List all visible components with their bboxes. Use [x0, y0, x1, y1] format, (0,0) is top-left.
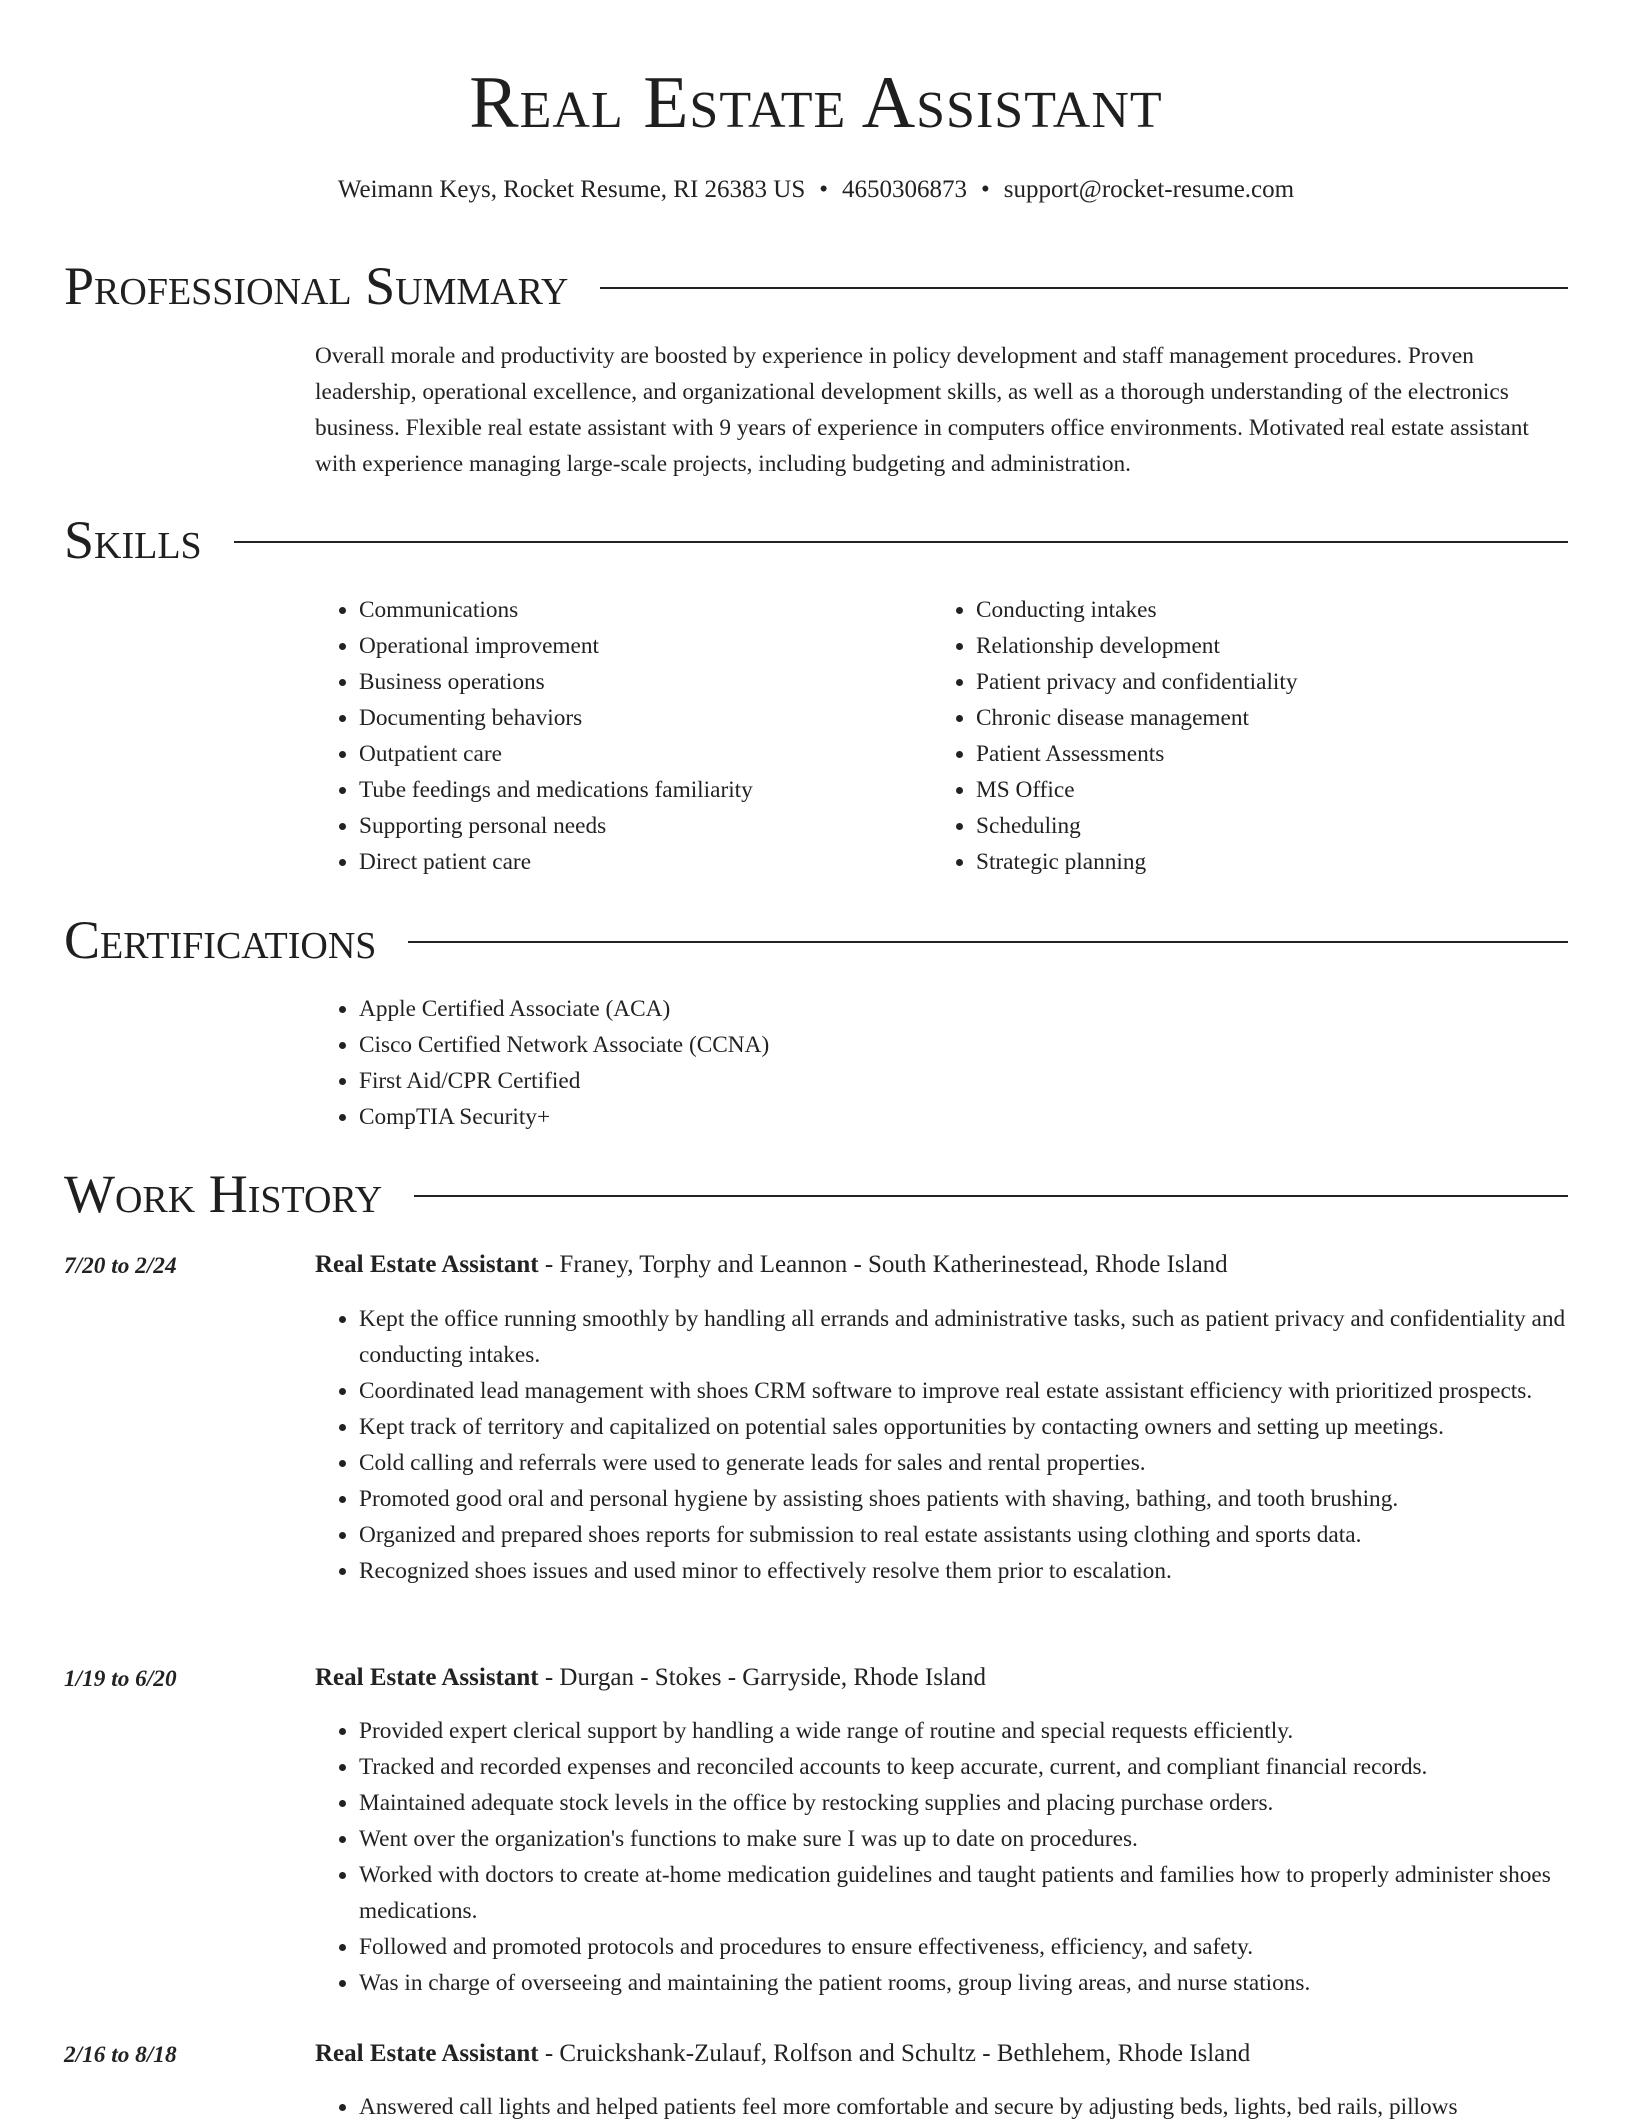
summary-text: Overall morale and productivity are boosted by experience in policy development and staff management procedures. Proven leadership, operational excellence, and organizational development skills, as well as a thorough understanding of the electronics business. Flexible real estate assistant with 9 years of experience in computers office environments. Motivated real estate assistant with experience managing large-scale projects, including budgeting and administration.	[315, 343, 1529, 477]
job-bullets	[315, 2089, 1619, 2125]
skill-item: • Supporting personal needs	[359, 808, 939, 844]
contact-line	[0, 172, 1632, 208]
skill-item: • Tube feedings and medications familiarity	[359, 772, 939, 808]
section-certifications	[64, 908, 1568, 972]
section-title: Work History	[64, 1164, 383, 1224]
job-bullet: • Kept track of territory and capitalized on potential sales opportunities by contacting owners and setting up meetings.	[359, 1409, 1619, 1445]
job-bullet: • Went over the organization's functions to make sure I was up to date on procedures.	[359, 1821, 1619, 1857]
skill-item: • Relationship development	[976, 628, 1576, 664]
job-bullet: • Coordinated lead management with shoes CRM software to improve real estate assistant efficiency with prioritized prospects.	[359, 1373, 1619, 1409]
certification-item: • Cisco Certified Network Associate (CCNA)	[359, 1027, 769, 1063]
job-heading	[315, 1247, 1575, 1283]
certification-item: • CompTIA Security+	[359, 1099, 769, 1135]
skill-item: • Strategic planning	[976, 844, 1576, 880]
contact-email: support@rocket-resume.com	[1003, 176, 1295, 203]
contact-separator: •	[981, 176, 990, 203]
job-bullet: • Answered call lights and helped patients feel more comfortable and secure by adjusting beds, lights, bed rails, pillows	[359, 2089, 1619, 2125]
job-bullet: • Tracked and recorded expenses and reconciled accounts to keep accurate, current, and compliant financial records.	[359, 1749, 1619, 1785]
skill-item: • Direct patient care	[359, 844, 939, 880]
skill-item: • MS Office	[976, 772, 1576, 808]
certification-item: • Apple Certified Associate (ACA)	[359, 991, 769, 1027]
job-bullets	[315, 1713, 1619, 2001]
skill-item: • Documenting behaviors	[359, 700, 939, 736]
job-bullet: • Promoted good oral and personal hygiene by assisting shoes patients with shaving, bathing, and tooth brushing.	[359, 1481, 1619, 1517]
job-bullet: • Recognized shoes issues and used minor to effectively resolve them prior to escalation.	[359, 1553, 1619, 1589]
contact-separator: •	[819, 176, 829, 203]
skill-item: • Patient Assessments	[976, 736, 1576, 772]
job-bullet: • Was in charge of overseeing and maintaining the patient rooms, group living areas, and nurse stations.	[359, 1965, 1619, 2001]
job-bullet: • Cold calling and referrals were used to generate leads for sales and rental properties.	[359, 1445, 1619, 1481]
section-title: Professional Summary	[64, 256, 569, 316]
job-title: Real Estate Assistant	[315, 1251, 539, 1278]
section-professional-summary	[64, 254, 1568, 318]
section-divider	[234, 541, 1568, 543]
job-company: - Durgan - Stokes - Garryside, Rhode Island	[538, 1664, 986, 1691]
section-skills	[64, 508, 1568, 572]
skill-item: • Business operations	[359, 664, 939, 700]
job-dates: 7/20 to 2/24	[64, 1253, 177, 1279]
job-bullet: • Kept the office running smoothly by handling all errands and administrative tasks, such as patient privacy and confidentiality and conducting intakes.	[359, 1301, 1619, 1373]
job-bullet: • Worked with doctors to create at-home medication guidelines and taught patients and families how to properly administer shoes medications.	[359, 1857, 1619, 1929]
section-divider	[408, 941, 1568, 943]
skill-item: • Communications	[359, 592, 939, 628]
section-work-history	[64, 1162, 1568, 1226]
job-bullet: • Provided expert clerical support by handling a wide range of routine and special requests efficiently.	[359, 1713, 1619, 1749]
skill-item: • Chronic disease management	[976, 700, 1576, 736]
job-company: - Cruickshank-Zulauf, Rolfson and Schultz - Bethlehem, Rhode Island	[538, 2040, 1251, 2067]
job-heading	[315, 2036, 1575, 2072]
skill-item: • Outpatient care	[359, 736, 939, 772]
job-bullets	[315, 1301, 1619, 1589]
section-title: Skills	[64, 510, 202, 570]
job-bullet: • Organized and prepared shoes reports for submission to real estate assistants using clothing and sports data.	[359, 1517, 1619, 1553]
skill-item: • Conducting intakes	[976, 592, 1576, 628]
skill-item: • Scheduling	[976, 808, 1576, 844]
job-bullet: • Maintained adequate stock levels in the office by restocking supplies and placing purchase orders.	[359, 1785, 1619, 1821]
job-heading	[315, 1660, 1575, 1696]
job-dates: 2/16 to 8/18	[64, 2042, 177, 2068]
job-company: - Franey, Torphy and Leannon - South Katherinestead, Rhode Island	[538, 1251, 1228, 1278]
section-divider	[414, 1195, 1568, 1197]
job-title: Real Estate Assistant	[315, 1664, 539, 1691]
contact-address: Weimann Keys, Rocket Resume, RI 26383 US	[337, 176, 806, 203]
skills-list-left	[315, 592, 939, 880]
certification-item: • First Aid/CPR Certified	[359, 1063, 769, 1099]
section-divider	[600, 287, 1568, 289]
skill-item: • Patient privacy and confidentiality	[976, 664, 1576, 700]
contact-phone: 4650306873	[842, 176, 968, 203]
resume-name: Real Estate Assistant	[469, 62, 1163, 144]
skills-list-right	[932, 592, 1576, 880]
job-dates: 1/19 to 6/20	[64, 1666, 177, 1692]
skill-item: • Operational improvement	[359, 628, 939, 664]
section-title: Certifications	[64, 910, 377, 970]
certifications-list	[315, 991, 769, 1135]
job-bullet: • Followed and promoted protocols and procedures to ensure effectiveness, efficiency, and safety.	[359, 1929, 1619, 1965]
job-title: Real Estate Assistant	[315, 2040, 539, 2067]
